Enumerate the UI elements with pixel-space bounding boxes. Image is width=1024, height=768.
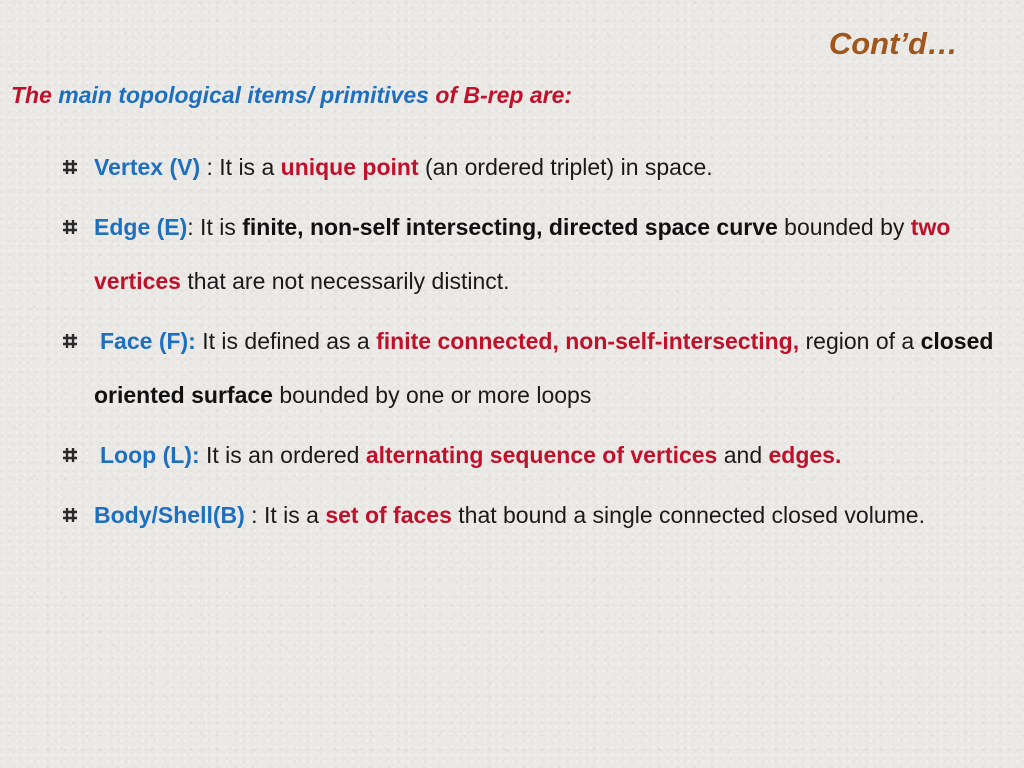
edge-highlight-2: two vertices — [94, 214, 951, 294]
edge-text-1: : It is — [187, 214, 243, 240]
list-item-body-shell — [62, 488, 1012, 542]
vertex-text-1: : It is a — [200, 154, 281, 180]
list-item-vertex — [62, 140, 1012, 194]
edge-text-3: that are not necessarily distinct. — [180, 268, 510, 294]
face-text-1: It is defined as a — [195, 328, 377, 354]
hash-bullet-icon — [62, 200, 84, 254]
face-highlight-2: closed oriented surface — [94, 328, 994, 408]
intro-the: The — [11, 82, 52, 108]
face-text-2: region of a — [799, 328, 921, 354]
edge-text-2: bounded by — [777, 214, 911, 240]
intro-main-items: main topological items/ primitives — [58, 82, 429, 108]
intro-of-brep: of B-rep are: — [435, 82, 573, 108]
hash-bullet-icon — [62, 314, 84, 368]
term-loop: Loop (L): — [100, 442, 200, 468]
term-body-shell: Body/Shell(B) — [94, 502, 245, 528]
hash-bullet-icon — [62, 488, 84, 542]
face-highlight-1: finite connected, non-self-intersecting, — [376, 328, 800, 354]
primitives-list — [62, 140, 1012, 548]
vertex-text-2: (an ordered triplet) in space. — [418, 154, 713, 180]
loop-text-1: It is an ordered — [199, 442, 366, 468]
body-text-1: : It is a — [244, 502, 326, 528]
edge-highlight-1: finite, non-self intersecting, directed space curve — [242, 214, 778, 240]
term-vertex: Vertex (V) — [94, 154, 201, 180]
list-item-face — [62, 314, 1012, 422]
term-edge: Edge (E) — [94, 214, 188, 240]
body-highlight-1: set of faces — [325, 502, 452, 528]
face-text-3: bounded by one or more loops — [272, 382, 592, 408]
hash-bullet-icon — [62, 428, 84, 482]
vertex-highlight-1: unique point — [280, 154, 419, 180]
loop-text-2: and — [717, 442, 769, 468]
hash-bullet-icon — [62, 140, 84, 194]
loop-highlight-2: edges. — [768, 442, 842, 468]
intro-line — [11, 82, 572, 109]
list-item-loop — [62, 428, 1012, 482]
list-item-edge — [62, 200, 1012, 308]
contd-heading: Cont’d… — [828, 26, 958, 61]
body-text-2: that bound a single connected closed volume. — [451, 502, 925, 528]
loop-highlight-1: alternating sequence of vertices — [365, 442, 718, 468]
term-face: Face (F): — [100, 328, 196, 354]
